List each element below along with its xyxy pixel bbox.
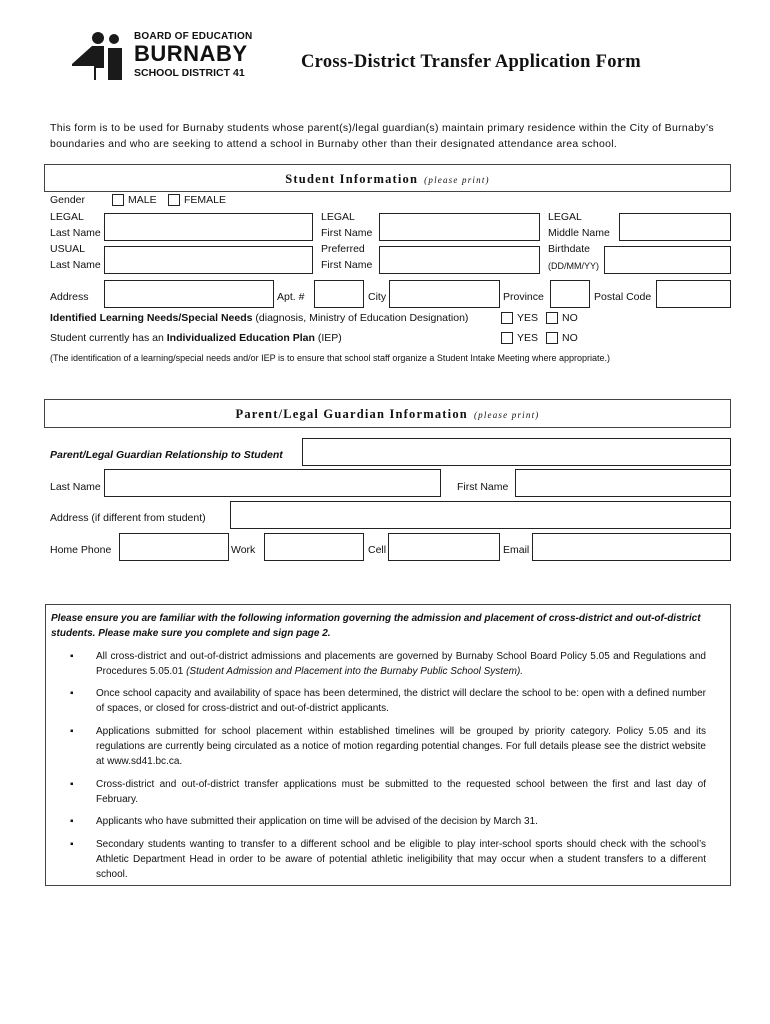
policy-bullet-3: Applications submitted for school placement within established timelines will be grouped by priority category. Policy 5.05 and its regulations are currently being circulated as a notice of motion regarding potential changes. For full details please see the district website at www.sd41.bc.ca.: [96, 726, 706, 767]
parent-address-label: Address (if different from student): [50, 512, 206, 524]
parent-first-name-label: First Name: [457, 481, 509, 493]
policy-bullet-1-italic: (Student Admission and Placement into the Burnaby Public School System).: [186, 666, 524, 677]
usual-last-name-field[interactable]: [104, 246, 313, 274]
cell-phone-field[interactable]: [388, 533, 500, 561]
legal-last-label-1: LEGAL: [50, 211, 84, 223]
legal-first-label-2: First Name: [321, 227, 373, 239]
policy-bullet-5: Applicants who have submitted their application on time will be advised of the decision by March 31.: [96, 816, 538, 827]
special-needs-question: [50, 312, 468, 324]
bullet-1-icon: ▪: [70, 651, 74, 662]
male-checkbox[interactable]: [112, 194, 124, 206]
home-phone-label: Home Phone: [50, 544, 112, 556]
relationship-field[interactable]: [302, 438, 731, 466]
policy-bullet-1-text: All cross-district and out-of-district admissions and placements are governed by Burnaby School Board Policy 5.05 and Regulations and Procedures 5.05.01: [96, 651, 706, 677]
bullet-2-icon: ▪: [70, 688, 74, 699]
logo-line1: BOARD OF EDUCATION: [134, 31, 253, 42]
email-label: Email: [503, 544, 530, 556]
iep-yes-checkbox[interactable]: [501, 332, 513, 344]
gender-label: Gender: [50, 194, 86, 206]
email-field[interactable]: [532, 533, 731, 561]
address-label: Address: [50, 291, 89, 303]
policy-bullet-6: Secondary students wanting to transfer to a different school and be eligible to play inter-school sports should check with the school’s Athletic Department Head in order to be aware of potential athletic ineligibility that may occur when a student transfers to a different school.: [96, 839, 706, 880]
birthdate-label: Birthdate: [548, 243, 591, 255]
legal-last-name-field[interactable]: [104, 213, 313, 241]
postal-code-field[interactable]: [656, 280, 731, 308]
parent-last-name-field[interactable]: [104, 469, 441, 497]
policy-bullet-4: Cross-district and out-of-district transfer applications must be submitted to the requested school between the first and last day of February.: [96, 779, 706, 805]
bullet-3-icon: ▪: [70, 726, 74, 737]
birthdate-field[interactable]: [604, 246, 731, 274]
usual-last-label-1: USUAL: [50, 243, 86, 255]
special-needs-yes-checkbox[interactable]: [501, 312, 513, 324]
city-field[interactable]: [389, 280, 500, 308]
female-label: FEMALE: [184, 194, 227, 206]
parent-info-header: [44, 399, 731, 428]
logo-line3: SCHOOL DISTRICT 41: [134, 67, 245, 79]
iep-yes-label: YES: [517, 332, 539, 344]
postal-code-label: Postal Code: [594, 291, 652, 303]
preferred-first-label-1: Preferred: [321, 243, 365, 255]
parent-header-title: Parent/Legal Guardian Information: [235, 407, 468, 421]
parent-address-field[interactable]: [230, 501, 731, 529]
work-phone-field[interactable]: [264, 533, 364, 561]
intro-text: This form is to be used for Burnaby students whose parent(s)/legal guardian(s) maintain primary residence within the City of Burnaby’s boundaries and who are seeking to attend a school in Burnaby other than their designated attendance area school.: [50, 122, 714, 150]
iep-no-checkbox[interactable]: [546, 332, 558, 344]
policy-info-box: [45, 604, 731, 886]
logo-figures-icon: [70, 30, 134, 82]
legal-middle-label-2: Middle Name: [548, 227, 610, 239]
special-needs-no-checkbox[interactable]: [546, 312, 558, 324]
legal-middle-name-field[interactable]: [619, 213, 731, 241]
iep-bold: Individualized Education Plan: [166, 332, 315, 344]
legal-middle-label-1: LEGAL: [548, 211, 582, 223]
logo-line2: BURNABY: [134, 41, 248, 66]
province-label: Province: [503, 291, 544, 303]
relationship-label: Parent/Legal Guardian Relationship to Student: [50, 449, 283, 461]
city-label: City: [368, 291, 387, 303]
legal-first-label-1: LEGAL: [321, 211, 355, 223]
male-label: MALE: [128, 194, 157, 206]
province-field[interactable]: [550, 280, 590, 308]
student-info-header: [44, 164, 731, 192]
policy-bullet-1: [96, 649, 706, 679]
iep-post: (IEP): [314, 332, 342, 344]
iep-no-label: NO: [562, 332, 578, 344]
iep-question: [50, 332, 342, 344]
parent-first-name-field[interactable]: [515, 469, 731, 497]
apt-field[interactable]: [314, 280, 364, 308]
usual-last-label-2: Last Name: [50, 259, 101, 271]
legal-first-name-field[interactable]: [379, 213, 540, 241]
form-title: Cross-District Transfer Application Form: [301, 52, 642, 72]
special-needs-no-label: NO: [562, 312, 578, 324]
policy-bullet-2: Once school capacity and availability of space has been determined, the district will declare the school to be: open with a defined number of spaces, or closed for cross-district and out-of-district applicants.: [96, 688, 706, 714]
student-header-title: Student Information: [285, 172, 419, 186]
bullet-6-icon: ▪: [70, 839, 74, 850]
work-phone-label: Work: [231, 544, 256, 556]
female-checkbox[interactable]: [168, 194, 180, 206]
birthdate-format: (DD/MM/YY): [548, 261, 599, 271]
special-needs-bold: Identified Learning Needs/Special Needs: [50, 312, 253, 324]
home-phone-field[interactable]: [119, 533, 229, 561]
preferred-first-label-2: First Name: [321, 259, 373, 271]
iep-pre: Student currently has an: [50, 332, 167, 344]
legal-last-label-2: Last Name: [50, 227, 101, 239]
student-header-note: (please print): [424, 175, 490, 185]
intake-note: (The identification of a learning/special needs and/or IEP is to ensure that school staff organize a Student Intake Meeting where appropriate.): [50, 353, 611, 363]
parent-last-name-label: Last Name: [50, 481, 101, 493]
bullet-4-icon: ▪: [70, 779, 74, 790]
apt-label: Apt. #: [277, 291, 305, 303]
address-field[interactable]: [104, 280, 274, 308]
cell-phone-label: Cell: [368, 544, 387, 556]
parent-header-note: (please print): [473, 410, 540, 420]
special-needs-rest: (diagnosis, Ministry of Education Designation): [252, 312, 469, 324]
bullet-5-icon: ▪: [70, 816, 74, 827]
special-needs-yes-label: YES: [517, 312, 539, 324]
preferred-first-name-field[interactable]: [379, 246, 540, 274]
policy-lead: Please ensure you are familiar with the following information governing the admission and placement of cross-district and out-of-district students. Please make sure you complete and sign page 2.: [51, 613, 701, 639]
district-logo: [70, 30, 253, 84]
